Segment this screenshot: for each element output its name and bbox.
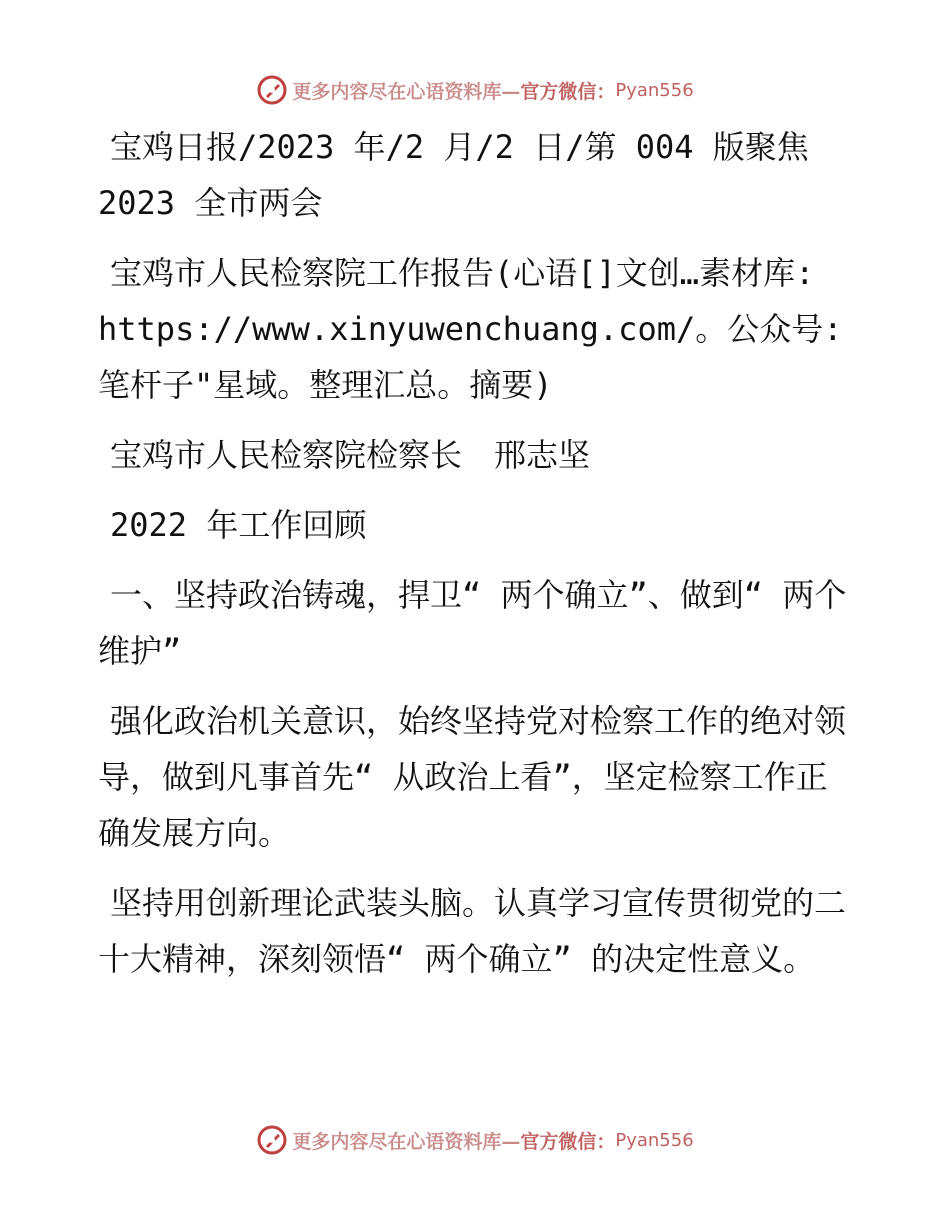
article-source-line: 宝鸡日报/2023 年/2 月/2 日/第 004 版聚焦 2023 全市两会 xyxy=(98,128,809,222)
watermark-banner-bottom xyxy=(0,1120,950,1160)
watermark-banner-top xyxy=(0,70,950,110)
watermark-account: Pyan556 xyxy=(615,79,694,101)
pen-logo-icon xyxy=(256,1124,288,1156)
watermark-wechat-label: 官方微信： xyxy=(520,80,616,103)
pen-logo-icon xyxy=(256,74,288,106)
watermark-text: 更多内容尽在心语资料库— xyxy=(292,80,521,103)
watermark-account: Pyan556 xyxy=(615,1129,694,1151)
body-paragraph: 强化政治机关意识，始终坚持党对检察工作的绝对领导，做到凡事首先“ 从政治上看”，坚定检察工作正确发展方向。 xyxy=(98,702,847,852)
report-title: 宝鸡市人民检察院工作报告(心语[]文创…素材库: https://www.xinyuwenchuang.com/。公众号: 笔杆子"星域。整理汇总。摘要) xyxy=(98,254,843,404)
watermark-text: 更多内容尽在心语资料库— xyxy=(292,1130,521,1153)
body-paragraph: 坚持用创新理论武装头脑。认真学习宣传贯彻党的二十大精神，深刻领悟“ 两个确立” 的决定性意义。 xyxy=(98,884,847,978)
author-line: 宝鸡市人民检察院检察长 邢志坚 xyxy=(110,436,591,474)
watermark-wechat-label: 官方微信： xyxy=(520,1130,616,1153)
section-heading: 2022 年工作回顾 xyxy=(110,506,367,544)
subsection-heading: 一、坚持政治铸魂，捍卫“ 两个确立”、做到“ 两个维护” xyxy=(98,576,847,670)
document-body xyxy=(98,119,858,1001)
